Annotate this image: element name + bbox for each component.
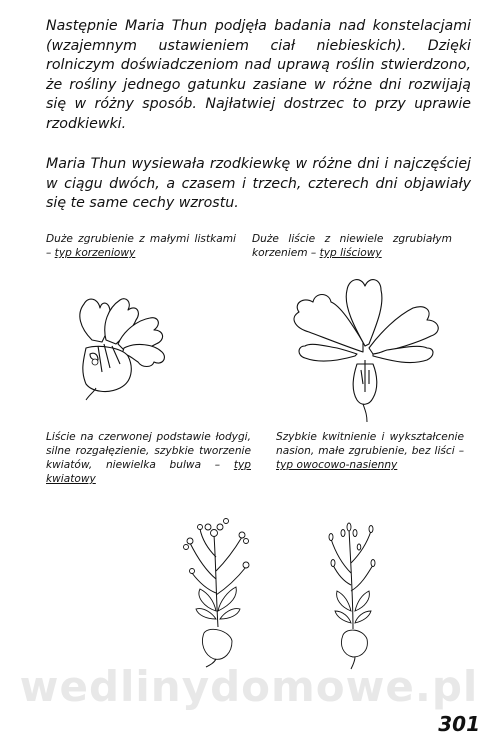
caption-text: Liście na czerwonej podstawie łodygi, silne rozgałęzienie, szybkie tworzenie kwiatów, niewielka bulwa – [46,431,251,471]
caption-type-label: typ korzeniowy [54,247,136,259]
caption-text: Duże zgrubienie z małymi listkami – [46,233,236,259]
caption-root-type [46,232,236,260]
caption-type-label: typ liściowy [319,247,382,259]
paragraph-sowing: Maria Thun wysiewała rzodkiewkę w różne dni i najczęściej w ciągu dwóch, a czasem i trzech, czterech dni objawiały się te same cechy wzrostu. [46,156,471,212]
caption-type-label: typ owocowo-nasienny [276,459,398,471]
caption-fruit-seed-type [276,430,464,472]
radish-root-type-icon [62,288,177,393]
caption-leaf-type [252,232,452,260]
caption-flower-type [46,430,251,486]
caption-type-label: typ kwiatowy [46,459,251,485]
watermark: wedlinydomowe.pl [19,662,479,711]
radish-flower-type-icon [180,515,260,665]
paragraph-intro: Następnie Maria Thun podjęła badania nad konstelacjami (wzajemnym ustawieniem ciał niebieskich). Dzięki rolniczym doświadczeniom nad uprawą roślin stwierdzono, że rośliny jednego gatunku zasiane w różne dni rozwijają się w różny sposób. Najłatwiej dostrzec to przy uprawie rzodkiewki. [46,18,471,132]
caption-text: Duże liście z niewiele zgrubiałym korzeniem – [252,233,452,259]
radish-fruit-seed-type-icon [315,515,395,665]
radish-leaf-type-icon [285,272,450,422]
caption-text: Szybkie kwitnienie i wykształcenie nasion, małe zgrubienie, bez liści – [276,431,464,457]
page-number: 301 [438,712,480,736]
